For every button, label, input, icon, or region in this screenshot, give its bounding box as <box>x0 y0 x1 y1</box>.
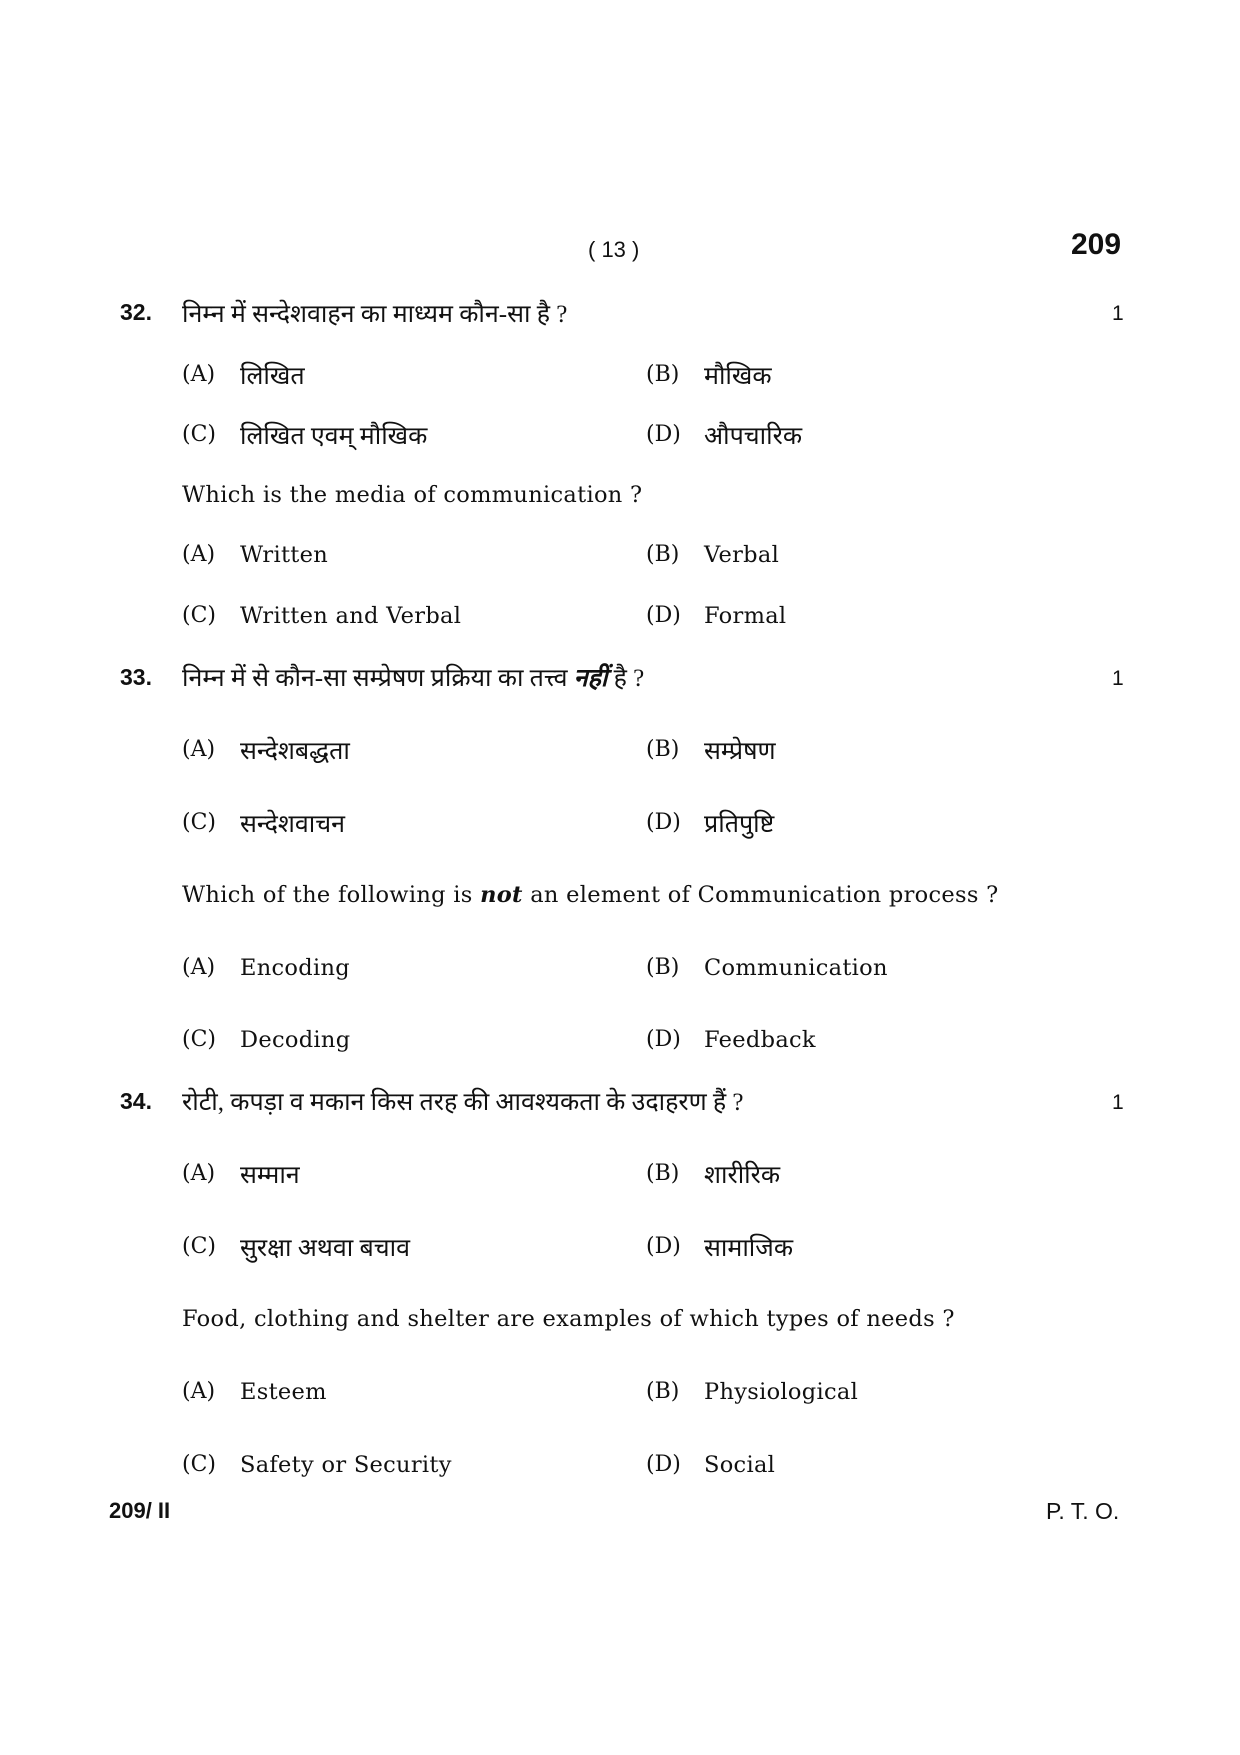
question-text-hindi: रोटी, कपड़ा व मकान किस तरह की आवश्यकता के उदाहरण हैं ? <box>182 1089 744 1116</box>
option-text-hindi: औपचारिक <box>704 423 803 450</box>
option-text-english: Feedback <box>704 1027 816 1053</box>
question-text-english: Which is the media of communication ? <box>182 482 643 508</box>
option-text-english: Encoding <box>240 955 350 981</box>
question-marks: 1 <box>1112 667 1124 690</box>
option-text-hindi: सन्देशवाचन <box>240 811 346 838</box>
option-label: (A) <box>182 1161 216 1186</box>
option-label: (B) <box>646 737 680 762</box>
option-label: (C) <box>182 422 216 447</box>
question-number: 34. <box>120 1088 152 1114</box>
option-label: (A) <box>182 542 216 567</box>
question-text-part: an element of Communication process ? <box>530 882 999 908</box>
emphasis-not-hindi: नहीं <box>573 665 608 692</box>
option-text-english: Written <box>240 542 329 568</box>
question-text-part: Which of the following is <box>182 882 473 908</box>
option-label: (A) <box>182 737 216 762</box>
question-number: 32. <box>120 299 152 325</box>
option-label: (B) <box>646 542 680 567</box>
question-marks: 1 <box>1112 1091 1124 1114</box>
option-text-english: Physiological <box>704 1379 859 1405</box>
option-label: (D) <box>646 603 681 628</box>
question-text-part: है ? <box>613 665 645 692</box>
option-text-english: Decoding <box>240 1027 351 1053</box>
option-label: (C) <box>182 1234 216 1259</box>
option-text-english: Formal <box>704 603 787 629</box>
option-text-hindi: शारीरिक <box>704 1162 781 1189</box>
option-text-hindi: लिखित <box>240 363 305 390</box>
option-text-hindi: सम्प्रेषण <box>704 738 776 765</box>
pto-label: P. T. O. <box>1046 1498 1120 1524</box>
option-text-english: Verbal <box>704 542 780 568</box>
option-text-hindi: मौखिक <box>704 363 772 390</box>
question-marks: 1 <box>1112 302 1124 325</box>
option-label: (A) <box>182 362 216 387</box>
option-label: (D) <box>646 1234 681 1259</box>
option-text-hindi: सामाजिक <box>704 1235 794 1262</box>
option-label: (C) <box>182 1452 216 1477</box>
question-text-hindi: निम्न में सन्देशवाहन का माध्यम कौन-सा है ? <box>182 301 568 328</box>
page-number: ( 13 ) <box>588 237 640 262</box>
option-label: (B) <box>646 362 680 387</box>
option-label: (C) <box>182 603 216 628</box>
footer-code: 209/ II <box>109 1498 171 1523</box>
option-text-english: Social <box>704 1452 776 1478</box>
option-text-english: Communication <box>704 955 888 981</box>
option-text-hindi: लिखित एवम् मौखिक <box>240 423 428 450</box>
option-label: (B) <box>646 1379 680 1404</box>
option-label: (B) <box>646 1161 680 1186</box>
emphasis-not-english: not <box>480 882 523 908</box>
option-label: (D) <box>646 1452 681 1477</box>
option-label: (D) <box>646 810 681 835</box>
option-label: (C) <box>182 1027 216 1052</box>
option-label: (D) <box>646 422 681 447</box>
question-number: 33. <box>120 664 152 690</box>
option-text-english: Esteem <box>240 1379 327 1405</box>
question-text-hindi <box>182 660 644 694</box>
option-text-hindi: सन्देशबद्धता <box>240 738 350 765</box>
question-text-english <box>182 882 999 908</box>
option-text-english: Safety or Security <box>240 1452 452 1478</box>
option-text-hindi: प्रतिपुष्टि <box>704 811 775 838</box>
option-text-english: Written and Verbal <box>240 603 462 629</box>
option-label: (B) <box>646 955 680 980</box>
question-text-english: Food, clothing and shelter are examples of which types of needs ? <box>182 1306 955 1332</box>
option-text-hindi: सुरक्षा अथवा बचाव <box>240 1235 411 1262</box>
option-text-hindi: सम्मान <box>240 1162 300 1189</box>
paper-code: 209 <box>1071 228 1122 261</box>
option-label: (A) <box>182 1379 216 1404</box>
question-text-part: निम्न में से कौन-सा सम्प्रेषण प्रक्रिया का तत्त्व <box>182 665 568 692</box>
option-label: (D) <box>646 1027 681 1052</box>
option-label: (C) <box>182 810 216 835</box>
option-label: (A) <box>182 955 216 980</box>
